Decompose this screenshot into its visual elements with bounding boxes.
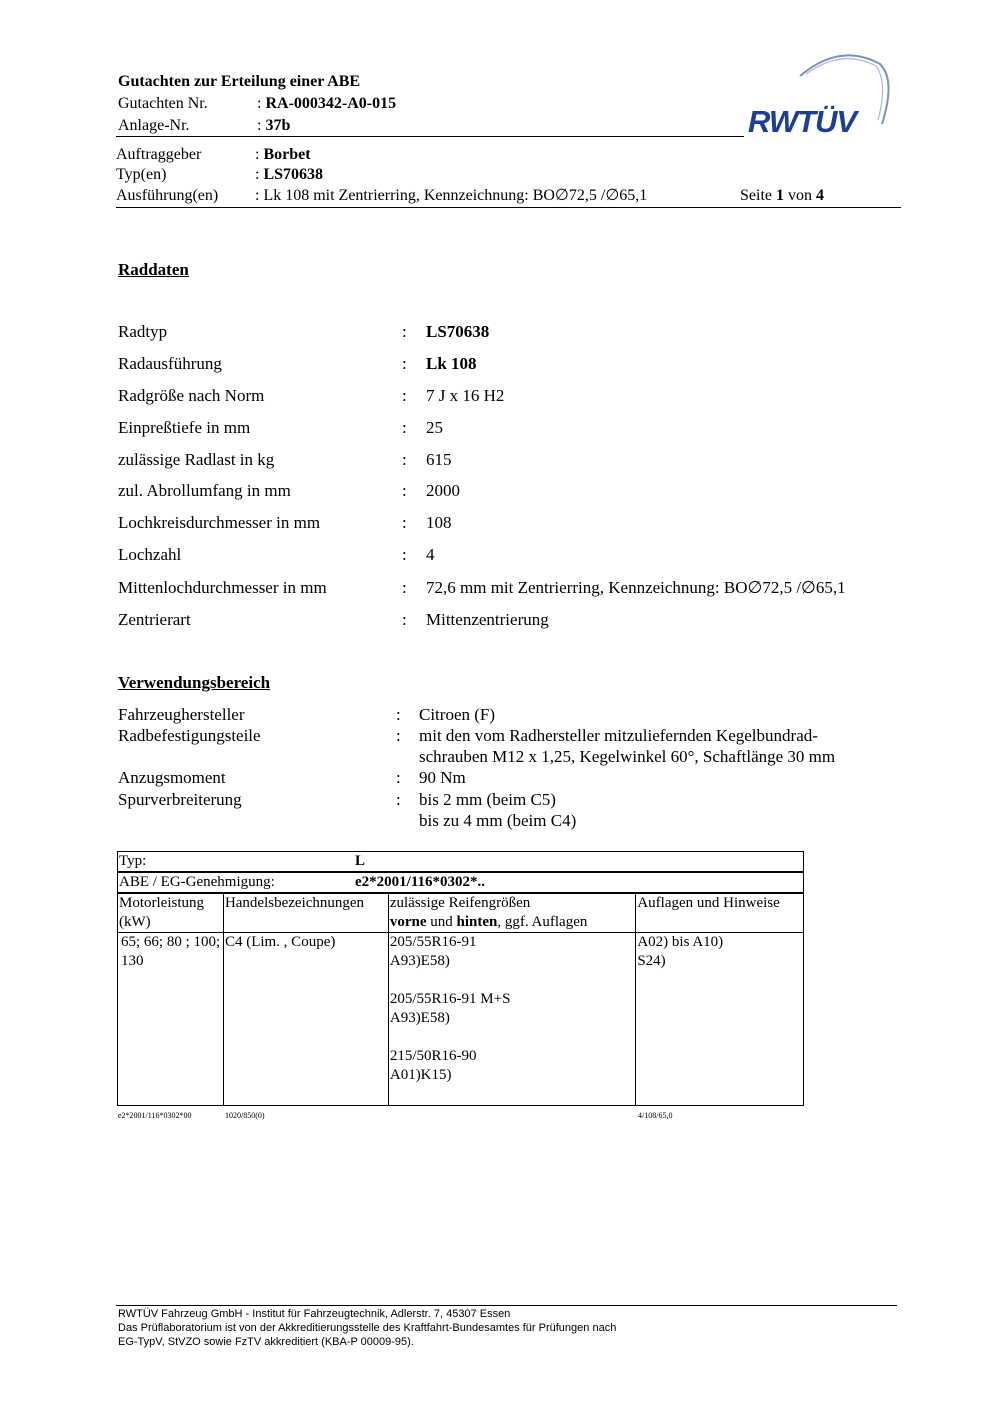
table-abe-value: e2*2001/116*0302*..: [355, 874, 485, 890]
raddaten-value: 72,6 mm mit Zentrierring, Kennzeichnung: BO∅72,5 /∅65,1: [426, 578, 846, 597]
colon: :: [402, 354, 407, 373]
document-title: Gutachten zur Erteilung einer ABE: [118, 73, 361, 90]
raddaten-label: Lochzahl: [118, 545, 182, 564]
gutachten-value-wrap: : RA-000342-A0-015: [257, 95, 397, 112]
raddaten-label: Radgröße nach Norm: [118, 386, 265, 405]
raddaten-value: Mittenzentrierung: [426, 610, 549, 629]
header-hinten: hinten: [456, 914, 498, 930]
raddaten-label: zul. Abrollumfang in mm: [118, 481, 291, 500]
raddaten-value: 615: [426, 450, 452, 469]
footer-line2: Das Prüflaboratorium ist von der Akkreditierungsstelle des Kraftfahrt-Bundesamtes für Prüfungen nach: [118, 1322, 617, 1334]
ausfuehrung-label: Ausführung(en): [116, 187, 219, 204]
header-und: und: [426, 914, 457, 930]
raddaten-value: 108: [426, 513, 452, 532]
raddaten-value: 4: [426, 545, 435, 564]
gutachten-value: RA-000342-A0-015: [265, 95, 397, 112]
typ-cell: [118, 852, 804, 873]
table-header-row: [118, 893, 804, 933]
typ-value-wrap: : LS70638: [255, 166, 324, 183]
page-prefix: Seite: [740, 187, 772, 204]
verwendung-value: bis 2 mm (beim C5): [419, 790, 556, 809]
ausfuehrung-value: : Lk 108 mit Zentrierring, Kennzeichnung: BO∅72,5 /∅65,1: [255, 187, 648, 204]
verwendung-value-cont: bis zu 4 mm (beim C4): [419, 811, 577, 830]
cell-handel: C4 (Lim. , Coupe): [223, 933, 388, 1106]
tyre-size: 205/55R16-91 M+S: [389, 991, 511, 1007]
raddaten-value: 2000: [426, 481, 460, 500]
raddaten-label: Mittenlochdurchmesser in mm: [118, 578, 327, 597]
header-auflagen: Auflagen und Hinweise: [636, 893, 804, 933]
header-reifen: [388, 893, 635, 933]
page-indicator: [740, 186, 824, 206]
page-current: 1: [776, 187, 784, 204]
auflagen-line1: A02) bis A10): [637, 934, 724, 950]
colon: :: [402, 578, 407, 597]
colon: :: [396, 705, 401, 724]
header-motor: Motorleistung (kW): [118, 893, 224, 933]
raddaten-value: LS70638: [426, 322, 490, 341]
table-typ-row: [118, 852, 804, 873]
raddaten-label: zulässige Radlast in kg: [118, 450, 275, 469]
auflagen-line2: S24): [637, 953, 666, 969]
auftraggeber-label: Auftraggeber: [116, 146, 202, 163]
colon: :: [402, 513, 407, 532]
tyre-codes: A93)E58): [389, 953, 450, 969]
anlage-label: Anlage-Nr.: [118, 117, 190, 134]
verwendung-label: Fahrzeughersteller: [118, 705, 245, 724]
cell-tyres: [388, 933, 635, 1106]
typ-value: LS70638: [263, 166, 324, 183]
verwendung-value: Citroen (F): [419, 705, 496, 724]
tyre-codes: A01)K15): [389, 1067, 452, 1083]
table-abe-row: [118, 872, 804, 893]
verwendung-value: 90 Nm: [419, 768, 466, 787]
tiny-mid: 1020/850(0): [225, 1111, 265, 1120]
raddaten-value: 25: [426, 418, 443, 437]
colon: :: [402, 418, 407, 437]
tyre-size: 205/55R16-91: [389, 934, 477, 950]
tyre-codes: A93)E58): [389, 1010, 450, 1026]
raddaten-title: Raddaten: [118, 260, 189, 279]
verwendung-title: Verwendungsbereich: [118, 673, 271, 692]
tiny-left: e2*2001/116*0302*00: [118, 1111, 192, 1120]
header-reifen-line1: zulässige Reifengrößen: [389, 895, 531, 911]
raddaten-label: Zentrierart: [118, 610, 191, 629]
header-reifen-line2: [390, 913, 634, 932]
raddaten-label: Lochkreisdurchmesser in mm: [118, 513, 321, 532]
footer-line3: EG-TypV, StVZO sowie FzTV akkreditiert (KBA-P 00009-95).: [118, 1336, 414, 1348]
table-typ-label: Typ:: [119, 853, 147, 869]
verwendung-value: mit den vom Radhersteller mitzuliefernden Kegelbundrad-: [419, 726, 818, 745]
verwendung-value-cont: schrauben M12 x 1,25, Kegelwinkel 60°, Schaftlänge 30 mm: [419, 747, 836, 766]
page-mid: von: [788, 187, 812, 204]
spacer: [390, 1028, 634, 1047]
colon: :: [396, 726, 401, 745]
verwendung-label: Radbefestigungsteile: [118, 726, 261, 745]
typ-label: Typ(en): [116, 166, 167, 183]
spacer: [390, 971, 634, 990]
anlage-value: 37b: [265, 117, 291, 134]
colon: :: [396, 790, 401, 809]
colon: :: [402, 545, 407, 564]
header-rest: , ggf. Auflagen: [497, 914, 588, 930]
anlage-value-wrap: : 37b: [257, 117, 291, 134]
cell-auflagen: [636, 933, 804, 1106]
cell-motor: 65; 66; 80 ; 100; 130: [118, 933, 224, 1106]
colon: :: [402, 386, 407, 405]
raddaten-value: 7 J x 16 H2: [426, 386, 505, 405]
auftraggeber-value: Borbet: [263, 146, 311, 163]
logo: RWTÜV: [748, 104, 857, 139]
auftraggeber-value-wrap: : Borbet: [255, 146, 311, 163]
header-vorne: vorne: [389, 914, 427, 930]
tiny-right: 4/108/65,0: [638, 1111, 673, 1120]
abe-cell: [118, 872, 804, 893]
table-row: [118, 933, 804, 1106]
verwendung-label: Anzugsmoment: [118, 768, 226, 787]
table-abe-label: ABE / EG-Genehmigung:: [119, 874, 275, 890]
header-divider-bottom: [116, 207, 901, 208]
tyre-size: 215/50R16-90: [389, 1048, 477, 1064]
colon: :: [402, 450, 407, 469]
raddaten-value: Lk 108: [426, 354, 477, 373]
table-typ-value: L: [355, 853, 366, 869]
footer-line1: RWTÜV Fahrzeug GmbH - Institut für Fahrzeugtechnik, Adlerstr. 7, 45307 Essen: [118, 1308, 511, 1320]
header-handel: Handelsbezeichnungen: [223, 893, 388, 933]
page-total: 4: [816, 187, 824, 204]
colon: :: [396, 768, 401, 787]
colon: :: [402, 481, 407, 500]
raddaten-label: Einpreßtiefe in mm: [118, 418, 251, 437]
raddaten-label: Radtyp: [118, 322, 168, 341]
footer-divider: [116, 1305, 897, 1306]
header-divider-top: [116, 136, 744, 137]
colon: :: [402, 322, 407, 341]
tyre-table: [117, 851, 804, 1106]
gutachten-label: Gutachten Nr.: [118, 95, 208, 112]
raddaten-label: Radausführung: [118, 354, 222, 373]
verwendung-label: Spurverbreiterung: [118, 790, 242, 809]
colon: :: [402, 610, 407, 629]
